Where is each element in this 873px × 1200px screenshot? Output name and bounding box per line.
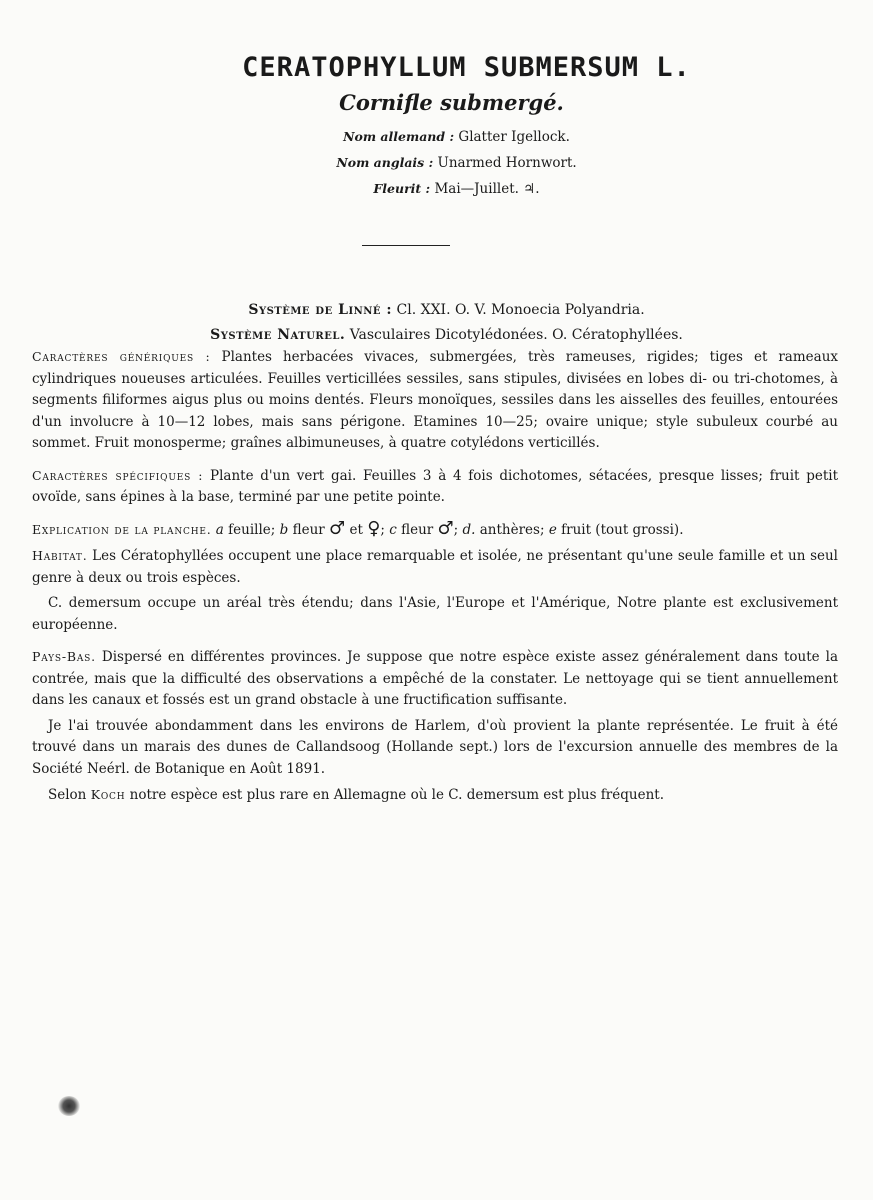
plate-explanation-label: Explication de la planche.	[32, 521, 212, 537]
habitat-text: Les Cératophyllées occupent une place remarquable et isolée, ne présentant qu'une seule famille et un seul genre à deux ou trois espèces.	[32, 548, 838, 586]
flowering-line	[0, 176, 873, 202]
plate-explanation-paragraph: Explication de la planche. a feuille; b fleur ♂ et ♀; c fleur ♂; d. anthères; e fruit (tout grossi).	[32, 517, 684, 539]
male-symbol-icon: ♂	[329, 517, 346, 539]
classification-systems	[0, 298, 873, 348]
english-name-value: Unarmed Hornwort.	[437, 155, 577, 171]
koch-prefix: Selon	[48, 787, 87, 803]
german-name-label: Nom allemand :	[343, 129, 455, 144]
koch-paragraph	[32, 784, 838, 807]
description-body	[32, 346, 838, 811]
plate-item-e-text: fruit (tout grossi).	[561, 521, 684, 538]
english-name-line	[0, 150, 873, 176]
english-name-label: Nom anglais :	[336, 155, 434, 170]
flowering-value: Mai—Juillet. ♃.	[434, 181, 540, 197]
koch-text: notre espèce est plus rare en Allemagne où le C. demersum est plus fréquent.	[129, 787, 664, 803]
netherlands-paragraph	[32, 646, 838, 712]
specific-characters-label: Caractères spécifiques :	[32, 467, 204, 483]
netherlands-label: Pays-Bas.	[32, 649, 96, 664]
habitat-label: Habitat.	[32, 548, 88, 563]
generic-characters-paragraph	[32, 346, 838, 455]
plate-item-d: d.	[462, 521, 476, 538]
netherlands-text: Dispersé en différentes provinces. Je suppose que notre espèce existe assez généralement dans toute la contrée, mais que la difficulté des observations a empêché de la constater. Le nettoyage qui se tient annuellement dans les canaux et fossés est un grand obstacle à une fructification suffisante.	[32, 649, 839, 708]
habitat-paragraph	[32, 545, 838, 589]
french-name: Cornifle submergé.	[339, 90, 564, 115]
natural-value: Vasculaires Dicotylédonées. O. Cératophyllées.	[349, 327, 683, 343]
plate-item-e: e	[548, 521, 557, 538]
german-name-line	[0, 124, 873, 150]
plate-item-a: a	[215, 521, 224, 538]
harlem-paragraph: Je l'ai trouvée abondamment dans les environs de Harlem, d'où provient la plante représentée. Le fruit à été trouvé dans un marais des dunes de Callandsoog (Hollande sept.) lors de l'excursion annuelle des membres de la Société Neérl. de Botanique en Août 1891.	[32, 717, 838, 777]
plate-item-b: b	[279, 521, 289, 538]
common-names	[0, 124, 873, 202]
plate-item-b-text: fleur	[292, 521, 325, 538]
plate-item-c-text: fleur	[401, 521, 434, 538]
natural-label: Système Naturel.	[210, 327, 346, 343]
plate-item-c: c	[389, 521, 397, 538]
generic-characters-text: Plantes herbacées vivaces, submergées, très rameuses, rigides; tiges et rameaux cylindriques noueuses articulées. Feuilles verticillées sessiles, sans stipules, divisées en lobes di- ou tri-chotomes, à segments filiformes aigus plus ou moins dentés. Fleurs monoïques, sessiles dans les aisselles des feuilles, entourées d'un involucre à 10—12 lobes, mais sans périgone. Etamines 10—25; ovaire unique; style subuleux courbé au sommet. Fruit monosperme; graînes albimuneuses, à quatre cotylédons verticillés.	[32, 349, 839, 451]
plate-item-d-text: anthères;	[479, 521, 545, 538]
german-name-value: Glatter Igellock.	[458, 129, 570, 145]
ink-smudge	[58, 1096, 80, 1116]
linne-value: Cl. XXI. O. V. Monoecia Polyandria.	[396, 302, 645, 318]
linne-label: Système de Linné :	[248, 302, 393, 318]
female-symbol-icon: ♀	[367, 517, 381, 539]
flowering-label: Fleurit :	[373, 181, 431, 196]
specific-characters-text: Plante d'un vert gai. Feuilles 3 à 4 fois dichotomes, sétacées, presque lisses; fruit petit ovoïde, sans épines à la base, terminé par une petite pointe.	[32, 467, 838, 505]
specific-characters-paragraph	[32, 465, 838, 509]
separator-rule	[362, 245, 450, 246]
species-title: CERATOPHYLLUM SUBMERSUM L.	[242, 52, 691, 83]
plate-item-a-text: feuille;	[228, 521, 276, 538]
generic-characters-label: Caractères génériques :	[32, 349, 211, 364]
linne-system-line	[0, 298, 873, 323]
natural-system-line	[0, 323, 873, 348]
plate-and: et	[349, 521, 363, 538]
demersum-paragraph: C. demersum occupe un aréal très étendu; dans l'Asie, l'Europe et l'Amérique, Notre plante est exclusivement européenne.	[32, 595, 838, 633]
male-symbol-icon: ♂	[437, 517, 454, 539]
koch-name: Koch	[90, 787, 126, 802]
